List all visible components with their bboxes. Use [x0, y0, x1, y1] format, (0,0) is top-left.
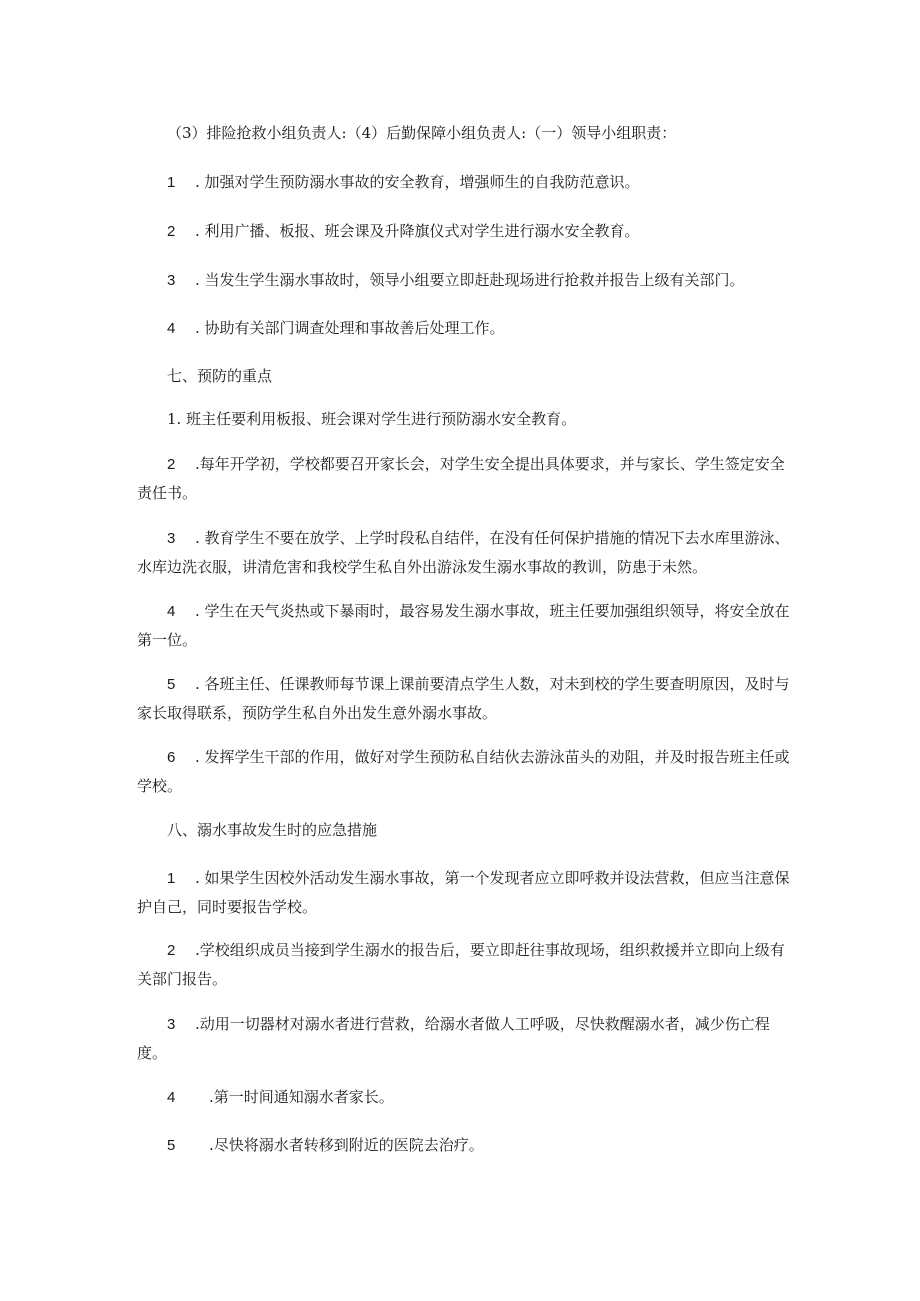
item-number: 4	[167, 603, 176, 620]
item-number: 2	[167, 456, 176, 473]
duty-item-1	[137, 168, 797, 197]
item-number: 4	[167, 1089, 176, 1106]
item-text: .尽快将溺水者转移到附近的医院去治疗。	[209, 1136, 484, 1154]
duty-item-2	[137, 217, 797, 246]
prevention-item-1: 1. 班主任要利用板报、班会课对学生进行预防溺水安全教育。	[167, 410, 577, 428]
duty-item-3	[137, 266, 797, 295]
emergency-item-5	[137, 1131, 797, 1160]
item-text: . 协助有关部门调查处理和事故善后处理工作。	[195, 319, 505, 337]
item-text: . 学生在天气炎热或下暴雨时，最容易发生溺水事故，班主任要加强组织领导，将安全放在第一位。	[137, 602, 790, 649]
emergency-item-2	[137, 936, 797, 993]
prevention-item-6	[137, 743, 797, 800]
emergency-item-1	[137, 864, 797, 921]
item-number: 2	[167, 223, 176, 240]
item-number: 4	[167, 320, 176, 337]
section-title-emergency: 八、溺水事故发生时的应急措施	[167, 821, 378, 839]
item-number: 3	[167, 530, 176, 547]
item-number: 3	[167, 1016, 176, 1033]
item-text: . 利用广播、板报、班会课及升降旗仪式对学生进行溺水安全教育。	[195, 222, 640, 240]
item-number: 1	[167, 174, 176, 191]
item-text: .学校组织成员当接到学生溺水的报告后，要立即赶往事故现场，组织救援并立即向上级有关部门报告。	[137, 941, 785, 988]
emergency-item-4	[137, 1083, 797, 1112]
item-number: 5	[167, 1137, 176, 1154]
item-text: . 当发生学生溺水事故时，领导小组要立即赶赴现场进行抢救并报告上级有关部门。	[195, 271, 745, 289]
item-number: 6	[167, 749, 176, 766]
item-text: . 教育学生不要在放学、上学时段私自结伴，在没有任何保护措施的情况下去水库里游泳、水库边洗衣服，讲清危害和我校学生私自外出游泳发生溺水事故的教训，防患于未然。	[137, 529, 790, 576]
item-number: 2	[167, 942, 176, 959]
item-number: 1	[167, 870, 176, 887]
item-text: . 各班主任、任课教师每节课上课前要清点学生人数，对未到校的学生要查明原因，及时与家长取得联系，预防学生私自外出发生意外溺水事故。	[137, 675, 790, 722]
section-title-prevention: 七、预防的重点	[167, 367, 273, 385]
item-text: .第一时间通知溺水者家长。	[209, 1088, 394, 1106]
item-text: . 如果学生因校外活动发生溺水事故，第一个发现者应立即呼救并设法营救，但应当注意保护自己，同时要报告学校。	[137, 869, 790, 916]
item-text: .动用一切器材对溺水者进行营救，给溺水者做人工呼吸，尽快救醒溺水者，减少伤亡程度。	[137, 1015, 770, 1062]
item-text: .每年开学初，学校都要召开家长会，对学生安全提出具体要求，并与家长、学生签定安全责任书。	[137, 455, 785, 502]
duty-item-4	[137, 314, 797, 343]
item-text: . 加强对学生预防溺水事故的安全教育，增强师生的自我防范意识。	[195, 173, 640, 191]
prevention-item-5	[137, 670, 797, 727]
prevention-item-2	[137, 450, 797, 507]
item-number: 3	[167, 272, 176, 289]
item-number: 5	[167, 676, 176, 693]
emergency-item-3	[137, 1010, 797, 1067]
prevention-item-4	[137, 597, 797, 654]
header-line: （3）排险抢救小组负责人:（4）后勤保障小组负责人:（一）领导小组职责：	[167, 124, 677, 142]
prevention-item-3	[137, 524, 797, 581]
item-text: . 发挥学生干部的作用，做好对学生预防私自结伙去游泳苗头的劝阻，并及时报告班主任或学校。	[137, 748, 790, 795]
